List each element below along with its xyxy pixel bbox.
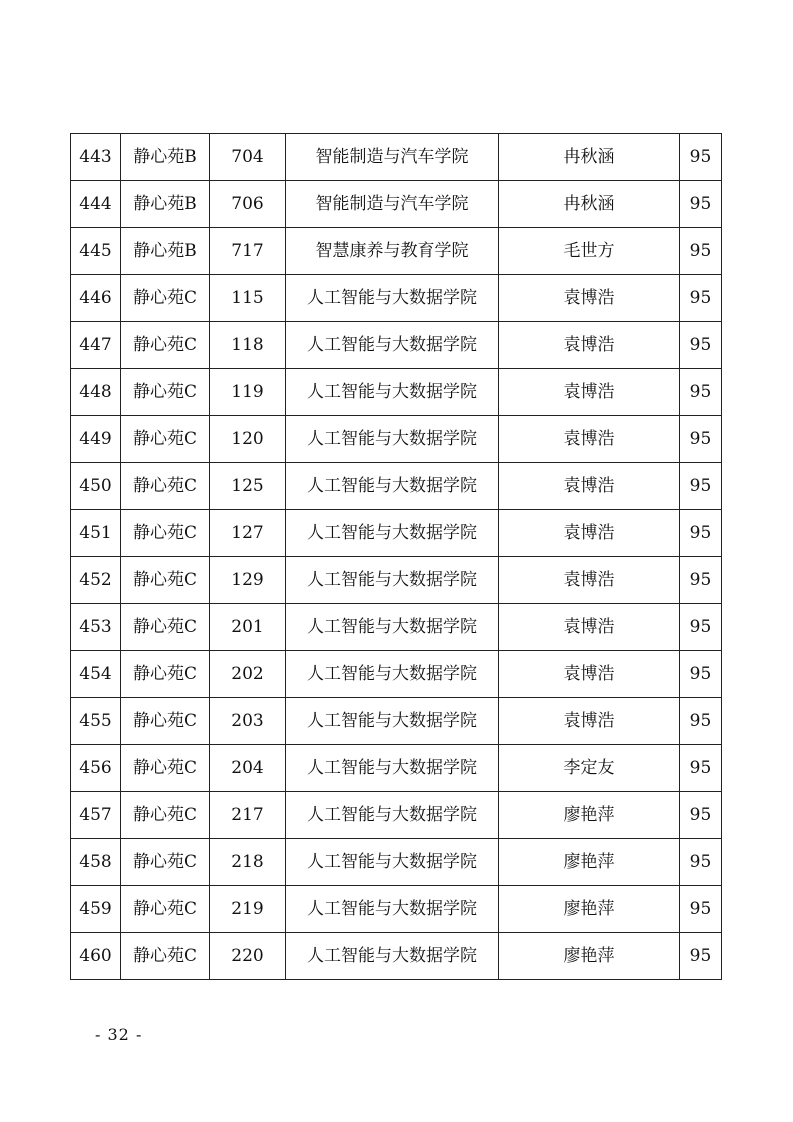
person-cell: 毛世方: [499, 228, 680, 275]
college-cell: 智慧康养与教育学院: [286, 228, 499, 275]
row-number-cell: 453: [71, 604, 121, 651]
person-cell: 袁博浩: [499, 510, 680, 557]
row-number-cell: 448: [71, 369, 121, 416]
building-cell: 静心苑C: [121, 792, 210, 839]
row-number-cell: 447: [71, 322, 121, 369]
table-row: [71, 886, 722, 933]
building-cell: 静心苑C: [121, 275, 210, 322]
college-cell: 人工智能与大数据学院: [286, 557, 499, 604]
table-row: [71, 275, 722, 322]
building-cell: 静心苑C: [121, 745, 210, 792]
college-cell: 人工智能与大数据学院: [286, 886, 499, 933]
row-number-cell: 458: [71, 839, 121, 886]
row-number-cell: 451: [71, 510, 121, 557]
college-cell: 人工智能与大数据学院: [286, 322, 499, 369]
building-cell: 静心苑C: [121, 698, 210, 745]
room-cell: 201: [210, 604, 286, 651]
row-number-cell: 450: [71, 463, 121, 510]
score-cell: 95: [680, 275, 722, 322]
row-number-cell: 444: [71, 181, 121, 228]
score-cell: 95: [680, 651, 722, 698]
building-cell: 静心苑C: [121, 839, 210, 886]
room-cell: 120: [210, 416, 286, 463]
college-cell: 人工智能与大数据学院: [286, 369, 499, 416]
college-cell: 人工智能与大数据学院: [286, 604, 499, 651]
person-cell: 冉秋涵: [499, 181, 680, 228]
building-cell: 静心苑C: [121, 604, 210, 651]
building-cell: 静心苑C: [121, 557, 210, 604]
table-row: [71, 322, 722, 369]
row-number-cell: 460: [71, 933, 121, 980]
score-cell: 95: [680, 933, 722, 980]
room-cell: 204: [210, 745, 286, 792]
college-cell: 智能制造与汽车学院: [286, 134, 499, 181]
table-row: [71, 557, 722, 604]
building-cell: 静心苑C: [121, 651, 210, 698]
college-cell: 人工智能与大数据学院: [286, 698, 499, 745]
room-cell: 704: [210, 134, 286, 181]
score-cell: 95: [680, 416, 722, 463]
score-cell: 95: [680, 886, 722, 933]
table-row: [71, 651, 722, 698]
room-cell: 115: [210, 275, 286, 322]
row-number-cell: 455: [71, 698, 121, 745]
building-cell: 静心苑C: [121, 463, 210, 510]
table-row: [71, 369, 722, 416]
building-cell: 静心苑C: [121, 886, 210, 933]
person-cell: 袁博浩: [499, 322, 680, 369]
room-cell: 706: [210, 181, 286, 228]
building-cell: 静心苑B: [121, 181, 210, 228]
room-cell: 129: [210, 557, 286, 604]
room-cell: 125: [210, 463, 286, 510]
score-cell: 95: [680, 839, 722, 886]
college-cell: 人工智能与大数据学院: [286, 745, 499, 792]
room-cell: 127: [210, 510, 286, 557]
room-cell: 203: [210, 698, 286, 745]
college-cell: 人工智能与大数据学院: [286, 463, 499, 510]
building-cell: 静心苑B: [121, 134, 210, 181]
college-cell: 人工智能与大数据学院: [286, 651, 499, 698]
row-number-cell: 457: [71, 792, 121, 839]
room-cell: 220: [210, 933, 286, 980]
score-cell: 95: [680, 792, 722, 839]
table-row: [71, 604, 722, 651]
college-cell: 人工智能与大数据学院: [286, 792, 499, 839]
building-cell: 静心苑C: [121, 369, 210, 416]
person-cell: 袁博浩: [499, 651, 680, 698]
score-cell: 95: [680, 604, 722, 651]
score-cell: 95: [680, 463, 722, 510]
person-cell: 廖艳萍: [499, 792, 680, 839]
row-number-cell: 456: [71, 745, 121, 792]
score-cell: 95: [680, 369, 722, 416]
person-cell: 李定友: [499, 745, 680, 792]
building-cell: 静心苑C: [121, 416, 210, 463]
college-cell: 人工智能与大数据学院: [286, 510, 499, 557]
building-cell: 静心苑B: [121, 228, 210, 275]
room-cell: 118: [210, 322, 286, 369]
room-cell: 218: [210, 839, 286, 886]
table-row: [71, 463, 722, 510]
row-number-cell: 452: [71, 557, 121, 604]
person-cell: 袁博浩: [499, 604, 680, 651]
score-cell: 95: [680, 134, 722, 181]
building-cell: 静心苑C: [121, 933, 210, 980]
room-cell: 219: [210, 886, 286, 933]
college-cell: 人工智能与大数据学院: [286, 839, 499, 886]
table-row: [71, 792, 722, 839]
row-number-cell: 454: [71, 651, 121, 698]
room-cell: 217: [210, 792, 286, 839]
score-cell: 95: [680, 745, 722, 792]
table-row: [71, 228, 722, 275]
row-number-cell: 446: [71, 275, 121, 322]
row-number-cell: 449: [71, 416, 121, 463]
person-cell: 廖艳萍: [499, 839, 680, 886]
score-cell: 95: [680, 510, 722, 557]
room-cell: 119: [210, 369, 286, 416]
table-row: [71, 698, 722, 745]
score-cell: 95: [680, 181, 722, 228]
table-row: [71, 134, 722, 181]
score-cell: 95: [680, 698, 722, 745]
table-row: [71, 416, 722, 463]
score-cell: 95: [680, 557, 722, 604]
college-cell: 智能制造与汽车学院: [286, 181, 499, 228]
person-cell: 袁博浩: [499, 275, 680, 322]
college-cell: 人工智能与大数据学院: [286, 933, 499, 980]
room-cell: 202: [210, 651, 286, 698]
score-cell: 95: [680, 228, 722, 275]
person-cell: 袁博浩: [499, 557, 680, 604]
table-row: [71, 745, 722, 792]
person-cell: 袁博浩: [499, 369, 680, 416]
dormitory-score-table: [70, 133, 722, 980]
score-cell: 95: [680, 322, 722, 369]
person-cell: 袁博浩: [499, 463, 680, 510]
person-cell: 廖艳萍: [499, 933, 680, 980]
college-cell: 人工智能与大数据学院: [286, 416, 499, 463]
building-cell: 静心苑C: [121, 322, 210, 369]
room-cell: 717: [210, 228, 286, 275]
college-cell: 人工智能与大数据学院: [286, 275, 499, 322]
building-cell: 静心苑C: [121, 510, 210, 557]
row-number-cell: 445: [71, 228, 121, 275]
row-number-cell: 459: [71, 886, 121, 933]
person-cell: 廖艳萍: [499, 886, 680, 933]
person-cell: 冉秋涵: [499, 134, 680, 181]
page-number: - 32 -: [95, 1025, 143, 1044]
table-row: [71, 510, 722, 557]
table-row: [71, 181, 722, 228]
row-number-cell: 443: [71, 134, 121, 181]
person-cell: 袁博浩: [499, 416, 680, 463]
table-row: [71, 933, 722, 980]
table-row: [71, 839, 722, 886]
person-cell: 袁博浩: [499, 698, 680, 745]
